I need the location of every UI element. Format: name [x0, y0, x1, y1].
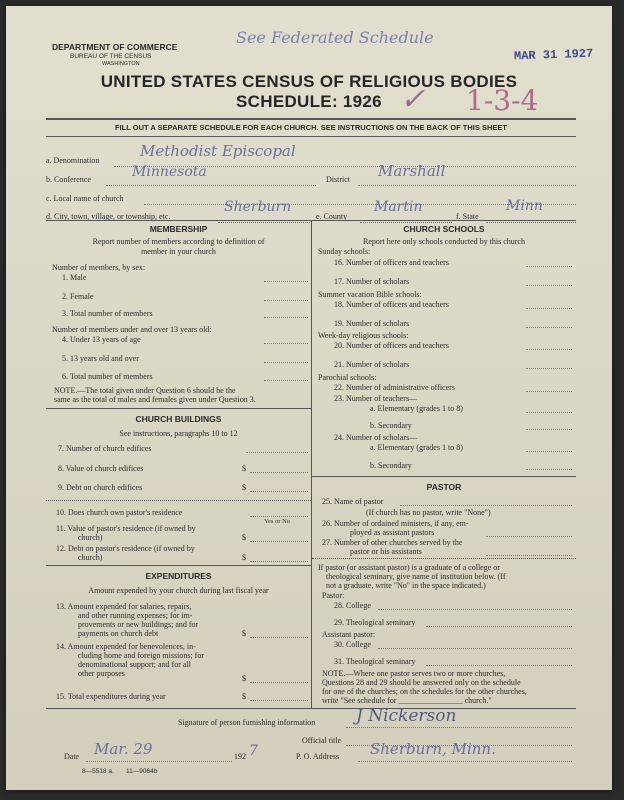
q1-male-field[interactable]	[264, 281, 308, 282]
po-address-value: Sherburn, Minn.	[370, 740, 496, 758]
q21-field[interactable]	[526, 368, 572, 369]
city-town-value: Sherburn	[224, 199, 292, 215]
q7-field[interactable]	[246, 452, 308, 453]
check-mark: ✓	[400, 82, 426, 117]
pastor-note-2: Questions 28 and 29 should be answered only on the schedule	[322, 678, 521, 687]
q13-label-3: provements or new buildings; and for	[78, 620, 199, 629]
age-heading: Number of members under and over 13 years old:	[52, 325, 212, 334]
q6-total-field[interactable]	[264, 380, 308, 381]
census-schedule-page	[6, 6, 612, 790]
body-bottom-rule	[46, 708, 576, 709]
q29-label: 29. Theological seminary	[334, 618, 416, 627]
handwritten-code: 1-3-4	[466, 84, 539, 117]
pastor-sub-heading: Pastor:	[322, 591, 345, 600]
q26-field[interactable]	[486, 536, 572, 537]
q4-under13-label: 4. Under 13 years of age	[62, 335, 141, 344]
conference-label: b. Conference	[46, 175, 91, 184]
county-field[interactable]	[360, 222, 452, 223]
q24a-field[interactable]	[526, 451, 572, 452]
q23-label: 23. Number of teachers—	[334, 394, 418, 403]
assistant-sub-heading: Assistant pastor:	[322, 630, 376, 639]
q13-field[interactable]	[250, 637, 308, 638]
q18-field[interactable]	[526, 308, 572, 309]
q9-label: 9. Debt on church edifices	[58, 483, 143, 492]
q30-label: 30. College	[334, 640, 371, 649]
q5-over13-field[interactable]	[264, 362, 308, 363]
q18-label: 18. Number of officers and teachers	[334, 300, 449, 309]
q22-label: 22. Number of administrative officers	[334, 383, 455, 392]
expenditures-sub: Amount expended by your church during last fiscal year	[88, 586, 269, 595]
signature-field[interactable]	[346, 727, 572, 728]
q10-label: 10. Does church own pastor's residence	[56, 508, 183, 517]
q1-male-label: 1. Male	[62, 273, 87, 282]
city-town-label: d. City, town, village, or township, etc.	[46, 212, 171, 221]
q27-label-2: pastor or his assistants	[350, 547, 422, 556]
q25-hint: (If church has no pastor, write "None")	[366, 508, 491, 517]
q13-label-4: payments on church debt	[78, 629, 159, 638]
year-suffix: 7	[249, 743, 258, 759]
q12-label-1: 12. Debt on pastor's residence (if owned by	[56, 544, 195, 553]
q23a-label: a. Elementary (grades 1 to 8)	[370, 404, 463, 413]
city-town-field[interactable]	[218, 222, 310, 223]
q14-dollar: $	[242, 674, 246, 683]
grad-instruction-2: theological seminary, give name of institution below. (If	[326, 572, 506, 581]
print-number: 11—9064b	[126, 768, 158, 775]
po-address-label: P. O. Address	[296, 752, 340, 761]
denomination-label: a. Denomination	[46, 156, 100, 165]
q9-field[interactable]	[250, 491, 308, 492]
pastor-mid-rule	[312, 558, 576, 559]
parochial-heading: Parochial schools:	[318, 373, 377, 382]
summer-heading: Summer vacation Bible schools:	[318, 290, 422, 299]
buildings-mid-rule	[46, 500, 311, 501]
q24b-label: b. Secondary	[370, 461, 412, 470]
q17-label: 17. Number of scholars	[334, 277, 410, 286]
q2-female-label: 2. Female	[62, 292, 94, 301]
q13-label-2: and other running expenses; for im-	[78, 611, 193, 620]
expenditures-heading: EXPENDITURES	[145, 571, 212, 581]
column-divider	[311, 220, 312, 708]
yes-no-hint: Yes or No	[264, 518, 291, 525]
pastor-note-4: write "See schedule for ________________ church."	[322, 696, 492, 705]
schools-heading: CHURCH SCHOOLS	[403, 224, 485, 234]
q16-label: 16. Number of officers and teachers	[334, 258, 449, 267]
q30-field[interactable]	[378, 648, 572, 649]
q11-label-2: church)	[78, 533, 103, 542]
q8-field[interactable]	[250, 472, 308, 473]
denomination-value: Methodist Episcopal	[140, 142, 296, 160]
q24b-field[interactable]	[526, 469, 572, 470]
instruction-rule	[46, 136, 576, 137]
buildings-heading: CHURCH BUILDINGS	[135, 414, 222, 424]
signature-label: Signature of person furnishing information	[178, 718, 316, 727]
q12-dollar: $	[242, 553, 246, 562]
q27-label-1: 27. Number of other churches served by the	[322, 538, 463, 547]
q24-label: 24. Number of scholars—	[334, 433, 418, 442]
city-label: WASHINGTON	[102, 61, 140, 67]
q15-field[interactable]	[250, 700, 308, 701]
q8-label: 8. Value of church edifices	[58, 464, 144, 473]
bureau-label: BUREAU OF THE CENSUS	[70, 53, 152, 60]
title-rule	[46, 118, 576, 120]
q13-dollar: $	[242, 629, 246, 638]
county-value: Martin	[374, 199, 423, 215]
q20-label: 20. Number of officers and teachers	[334, 341, 449, 350]
q22-field[interactable]	[526, 391, 572, 392]
q28-label: 28. College	[334, 601, 371, 610]
official-title-label: Official title	[302, 736, 342, 745]
district-field[interactable]	[358, 185, 576, 186]
q14-label-4: other purposes	[78, 669, 125, 678]
q16-field[interactable]	[526, 266, 572, 267]
form-subtitle: SCHEDULE: 1926	[236, 92, 382, 111]
q21-label: 21. Number of scholars	[334, 360, 410, 369]
handwritten-federated-note: See Federated Schedule	[236, 28, 434, 47]
signature-value: J Nickerson	[356, 706, 457, 726]
q6-total-label: 6. Total number of members	[62, 372, 153, 381]
state-label: f. State	[456, 212, 479, 221]
q11-label-1: 11. Value of pastor's residence (if owned by	[56, 524, 196, 533]
q12-field[interactable]	[250, 561, 308, 562]
q25-field[interactable]	[400, 505, 572, 506]
q31-field[interactable]	[426, 665, 572, 666]
q19-label: 19. Number of scholars	[334, 319, 410, 328]
weekday-heading: Week-day religious schools:	[318, 331, 409, 340]
pastor-note-1: NOTE.—Where one pastor serves two or more churches,	[322, 669, 506, 678]
q15-dollar: $	[242, 692, 246, 701]
membership-note-1: NOTE.—The total given under Question 6 should be the	[54, 386, 236, 395]
form-title: UNITED STATES CENSUS OF RELIGIOUS BODIES	[100, 72, 518, 91]
grad-instruction-1: If pastor (or assistant pastor) is a graduate of a college or	[318, 563, 500, 572]
q23a-field[interactable]	[526, 412, 572, 413]
buildings-sub: See instructions, paragraphs 10 to 12	[119, 429, 238, 438]
instruction-line: FILL OUT A SEPARATE SCHEDULE FOR EACH CHURCH. SEE INSTRUCTIONS ON THE BACK OF THIS SHEET	[115, 123, 507, 132]
q19-field[interactable]	[526, 327, 572, 328]
q13-label-1: 13. Amount expended for salaries, repairs,	[56, 602, 192, 611]
q7-label: 7. Number of church edifices	[58, 444, 152, 453]
q25-label: 25. Name of pastor	[322, 497, 384, 506]
q15-label: 15. Total expenditures during year	[56, 692, 166, 701]
district-value: Marshall	[378, 162, 446, 180]
q26-label-2: ployed as assistant pastors	[350, 528, 435, 537]
q17-field[interactable]	[526, 285, 572, 286]
district-label: District	[326, 175, 350, 184]
q10-field[interactable]	[250, 516, 308, 517]
grad-instruction-3: not a graduate, write "No" in the space indicated.)	[326, 581, 486, 590]
by-sex-label: Number of members, by sex:	[52, 263, 146, 272]
q24a-label: a. Elementary (grades 1 to 8)	[370, 443, 463, 452]
state-value: Minn	[506, 198, 543, 214]
conference-value: Minnesota	[132, 164, 207, 180]
q3-total-field[interactable]	[264, 317, 308, 318]
date-label: Date	[64, 752, 80, 761]
q8-dollar: $	[242, 464, 246, 473]
pastor-note-3: for one of the churches; on the schedules for the other churches,	[322, 687, 527, 696]
q14-label-1: 14. Amount expended for benevolences, in-	[56, 642, 196, 651]
date-value: Mar. 29	[94, 740, 153, 758]
q27-field[interactable]	[486, 555, 572, 556]
department-label: DEPARTMENT OF COMMERCE	[52, 42, 178, 52]
sunday-heading: Sunday schools:	[318, 247, 371, 256]
q2-female-field[interactable]	[264, 300, 308, 301]
conference-field[interactable]	[106, 185, 316, 186]
q26-label-1: 26. Number of ordained ministers, if any, em-	[322, 519, 469, 528]
membership-rule	[46, 408, 311, 409]
q14-field[interactable]	[250, 682, 308, 683]
q4-under13-field[interactable]	[264, 343, 308, 344]
membership-intro-2: member in your church	[141, 247, 216, 256]
po-address-field[interactable]	[358, 761, 572, 762]
date-field[interactable]	[86, 761, 232, 762]
local-name-label: c. Local name of church	[46, 194, 124, 203]
q23b-label: b. Secondary	[370, 421, 412, 430]
q5-over13-label: 5. 13 years old and over	[62, 354, 139, 363]
q3-total-label: 3. Total number of members	[62, 309, 153, 318]
form-number: 8—5518 a.	[82, 768, 114, 775]
q12-label-2: church)	[78, 553, 103, 562]
q20-field[interactable]	[526, 349, 572, 350]
q23b-field[interactable]	[526, 429, 572, 430]
q14-label-2: cluding home and foreign missions; for	[78, 651, 204, 660]
schools-sub: Report here only schools conducted by this church	[363, 237, 525, 246]
year-prefix: 192	[234, 752, 246, 761]
q14-label-3: denominational support; and for all	[78, 660, 191, 669]
pastor-heading: PASTOR	[426, 482, 462, 492]
membership-heading: MEMBERSHIP	[149, 224, 208, 234]
q9-dollar: $	[242, 483, 246, 492]
q11-dollar: $	[242, 533, 246, 542]
received-date-stamp: MAR 31 1927	[513, 46, 594, 64]
q31-label: 31. Theological seminary	[334, 657, 416, 666]
county-label: e. County	[316, 212, 348, 221]
buildings-rule	[46, 565, 311, 566]
q28-field[interactable]	[378, 609, 572, 610]
q11-field[interactable]	[250, 541, 308, 542]
schools-rule	[312, 476, 576, 477]
membership-intro-1: Report number of members according to definition of	[92, 237, 265, 246]
q29-field[interactable]	[426, 626, 572, 627]
membership-note-2: same as the total of males and females given under Question 3.	[54, 395, 256, 404]
state-field[interactable]	[486, 222, 576, 223]
